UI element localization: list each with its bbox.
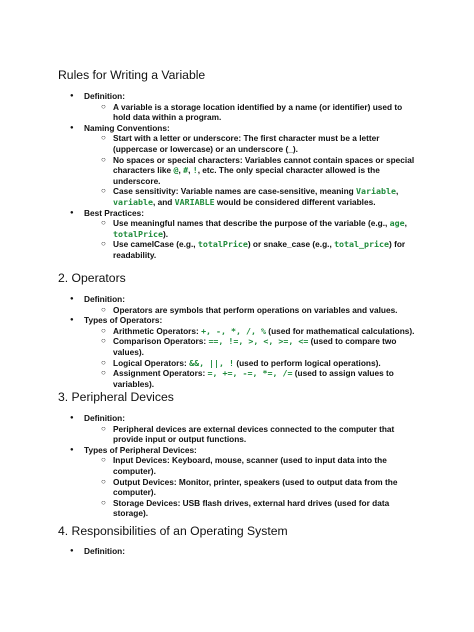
device-type: Input Devices: Keyboard, mouse, scanner (used to input data into the computer).: [113, 455, 387, 476]
operator-desc: (used to assign values to variables).: [113, 368, 394, 389]
section-title-operating-system: 4. Responsibilities of an Operating System: [58, 524, 288, 538]
practices-label: Best Practices:: [84, 207, 144, 218]
list-item: [101, 186, 420, 207]
section-title-operators: 2. Operators: [58, 271, 126, 285]
code-snippet: VARIABLE: [174, 196, 215, 207]
peripherals-list: [70, 413, 420, 519]
list-item: [101, 498, 420, 519]
list-item: [70, 445, 420, 519]
code-snippet: totalPrice: [197, 239, 248, 250]
code-snippet: @: [173, 165, 179, 176]
list-item: [70, 315, 420, 389]
separator-text: ) or snake_case (e.g.,: [247, 239, 335, 250]
list-item: [101, 155, 420, 187]
section-title-variables: Rules for Writing a Variable: [58, 68, 206, 82]
list-item: [70, 91, 420, 123]
types-label: Types of Peripheral Devices:: [84, 444, 197, 455]
operators-list: [70, 294, 420, 389]
rule-text: ) for readability.: [113, 239, 406, 260]
device-type: Output Devices: Monitor, printer, speakers (used to output data from the computer).: [113, 476, 398, 498]
separator-text: ,: [178, 165, 184, 176]
code-snippet: Variable: [356, 186, 397, 197]
list-item: [101, 358, 420, 369]
list-item: [101, 336, 420, 357]
list-item: [70, 123, 420, 208]
code-snippet: variable: [113, 196, 153, 207]
rule-text: Use meaningful names that describe the purpose of the variable (e.g.,: [113, 218, 390, 229]
device-type: Storage Devices: USB flash drives, external hard drives (used for data storage).: [113, 497, 390, 519]
list-item: [101, 368, 420, 389]
list-item: [70, 546, 420, 557]
separator-text: ,: [404, 218, 407, 229]
separator-text: ,: [188, 165, 193, 176]
operator-type: Comparison Operators:: [113, 336, 209, 347]
list-item: [101, 133, 420, 154]
code-snippet: total_price: [334, 239, 390, 250]
definition-text: Operators are symbols that perform operations on variables and values.: [113, 304, 398, 315]
list-item: [70, 413, 420, 445]
code-snippet: &&, ||, !: [189, 357, 235, 368]
operator-desc: (used to perform logical operations).: [234, 357, 381, 368]
operator-desc: (used for mathematical calculations).: [266, 325, 415, 336]
code-snippet: #: [183, 165, 189, 176]
operator-type: Assignment Operators:: [113, 368, 208, 379]
code-snippet: age: [389, 218, 405, 229]
code-snippet: ==, !=, >, <, >=, <=: [208, 336, 309, 347]
definition-label: Definition:: [84, 91, 126, 101]
list-item: [101, 326, 420, 337]
list-item: [101, 239, 420, 260]
types-label: Types of Operators:: [84, 315, 163, 326]
code-snippet: +, -, *, /, %: [201, 325, 266, 336]
list-item: [70, 208, 420, 261]
list-item: [70, 294, 420, 315]
rule-text: , etc. The only special character allowed is the underscore.: [113, 165, 380, 186]
code-snippet: totalPrice: [113, 228, 163, 239]
section-title-peripherals: 3. Peripheral Devices: [58, 390, 174, 404]
definition-label: Definition:: [84, 294, 126, 304]
definition-text: Peripheral devices are external devices connected to the computer that provide input or output functions.: [113, 423, 395, 445]
naming-label: Naming Conventions:: [84, 122, 170, 133]
list-item: [101, 477, 420, 498]
rule-text: Use camelCase (e.g.,: [113, 239, 198, 250]
rule-text: would be considered different variables.: [214, 196, 376, 207]
operator-type: Logical Operators:: [113, 357, 190, 368]
operator-type: Arithmetic Operators:: [113, 325, 202, 336]
rule-text: Case sensitivity: Variable names are case-sensitive, meaning: [113, 186, 357, 197]
operator-desc: (used to compare two values).: [113, 336, 397, 357]
list-item: [101, 455, 420, 476]
definition-label: Definition:: [84, 413, 126, 423]
code-snippet: !: [192, 165, 198, 176]
rule-text: No spaces or special characters: Variables cannot contain spaces or special characters like: [113, 154, 415, 176]
code-snippet: =, +=, -=, *=, /=: [207, 368, 293, 379]
definition-label: Definition:: [84, 546, 126, 556]
list-item: [101, 102, 420, 123]
list-item: [101, 218, 420, 239]
definition-text: A variable is a storage location identified by a name (or identifier) used to hold data within a program.: [113, 101, 403, 123]
rule-text: Start with a letter or underscore: The first character must be a letter (uppercase or lowercase) or an underscore (_).: [113, 133, 380, 154]
list-item: [101, 424, 420, 445]
os-list: [70, 546, 420, 557]
separator-text: ,: [396, 186, 399, 197]
rule-text: ).: [162, 228, 169, 239]
separator-text: , and: [152, 196, 175, 207]
list-item: [101, 305, 420, 316]
variables-list: [70, 91, 420, 261]
